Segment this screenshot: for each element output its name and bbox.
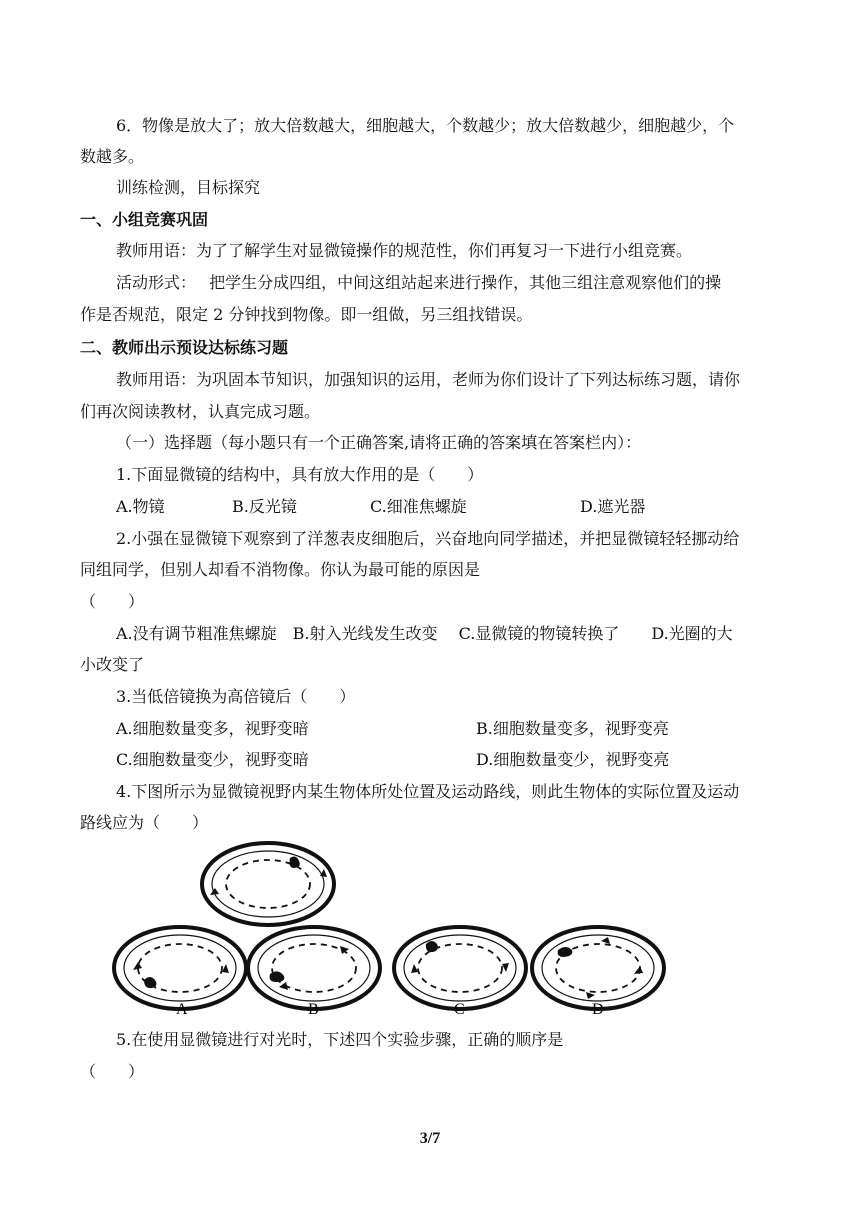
activity-line-2: 作是否规范，限定 2 分钟找到物像。即一组做，另三组找错误。 <box>80 305 533 324</box>
figure-option-a <box>114 927 246 1016</box>
page-number: 3/7 <box>419 1130 441 1147</box>
question-3-option-a: A.细胞数量变多，视野变暗 <box>116 719 309 738</box>
question-2-options-line-2: 小改变了 <box>80 655 145 674</box>
question-1-stem: 1.下面显微镜的结构中，具有放大作用的是（ ） <box>116 465 484 484</box>
question-2-stem-line-1: 2.小强在显微镜下观察到了洋葱表皮细胞后，兴奋地向同学描述，并把显微镜轻轻挪动给 <box>116 529 740 548</box>
figure-label-d: D <box>592 1001 604 1016</box>
choice-section-header: （一）选择题（每小题只有一个正确答案,请将正确的答案填在答案栏内）： <box>116 433 642 452</box>
question-2-stem-line-2: 同组同学，但别人却看不消物像。你认为最可能的原因是 <box>80 560 481 579</box>
question-3-stem: 3.当低倍镜换为高倍镜后（ ） <box>116 687 356 706</box>
figure-option-b <box>248 927 380 1016</box>
microscope-field-figure <box>110 838 670 1016</box>
teacher-speech-2-line-2: 们再次阅读教材，认真完成习题。 <box>80 402 321 421</box>
question-2-answer-paren: （ ） <box>80 592 145 611</box>
figure-label-a: A <box>176 1001 188 1016</box>
training-heading: 训练检测，目标探究 <box>116 178 261 197</box>
paragraph-6-line-1: 6．物像是放大了；放大倍数越大，细胞越大，个数越少；放大倍数越少，细胞越少，个 <box>116 116 735 135</box>
activity-line-1: 活动形式： 把学生分成四组，中间这组站起来进行操作，其他三组注意观察他们的操 <box>116 273 722 292</box>
question-4-stem-line-2: 路线应为（ ） <box>80 813 209 832</box>
question-2-options-line-1: A.没有调节粗准焦螺旋 B.射入光线发生改变 C.显微镜的物镜转换了 D.光圈的大 <box>116 624 733 643</box>
organism-blob <box>290 857 300 868</box>
figure-label-c: C <box>454 1001 465 1016</box>
teacher-speech-1: 教师用语：为了了解学生对显微镜操作的规范性，你们再复习一下进行小组竞赛。 <box>116 241 693 260</box>
section-1-title: 一、小组竞赛巩固 <box>80 210 209 229</box>
question-1-option-b: B.反光镜 <box>232 497 297 516</box>
question-3-option-d: D.细胞数量变少，视野变亮 <box>476 750 670 769</box>
paragraph-6-line-2: 数越多。 <box>80 147 145 166</box>
question-4-stem-line-1: 4.下图所示为显微镜视野内某生物体所处位置及运动路线，则此生物体的实际位置及运动 <box>116 782 740 801</box>
question-3-option-c: C.细胞数量变少，视野变暗 <box>116 750 309 769</box>
question-1-option-a: A.物镜 <box>116 497 165 516</box>
question-5-answer-paren: （ ） <box>80 1062 145 1081</box>
question-1-option-c: C.细准焦螺旋 <box>370 497 467 516</box>
section-2-title: 二、教师出示预设达标练习题 <box>80 338 289 357</box>
reference-field <box>202 843 334 925</box>
figure-label-b: B <box>308 1001 319 1016</box>
question-3-option-b: B.细胞数量变多，视野变亮 <box>476 719 669 738</box>
question-5-stem: 5.在使用显微镜进行对光时，下述四个实验步骤，正确的顺序是 <box>116 1030 564 1049</box>
teacher-speech-2-line-1: 教师用语：为巩固本节知识，加强知识的运用，老师为你们设计了下列达标练习题，请你 <box>116 370 741 389</box>
figure-option-c <box>394 927 526 1016</box>
question-1-option-d: D.遮光器 <box>580 497 646 516</box>
figure-option-d <box>532 927 664 1016</box>
